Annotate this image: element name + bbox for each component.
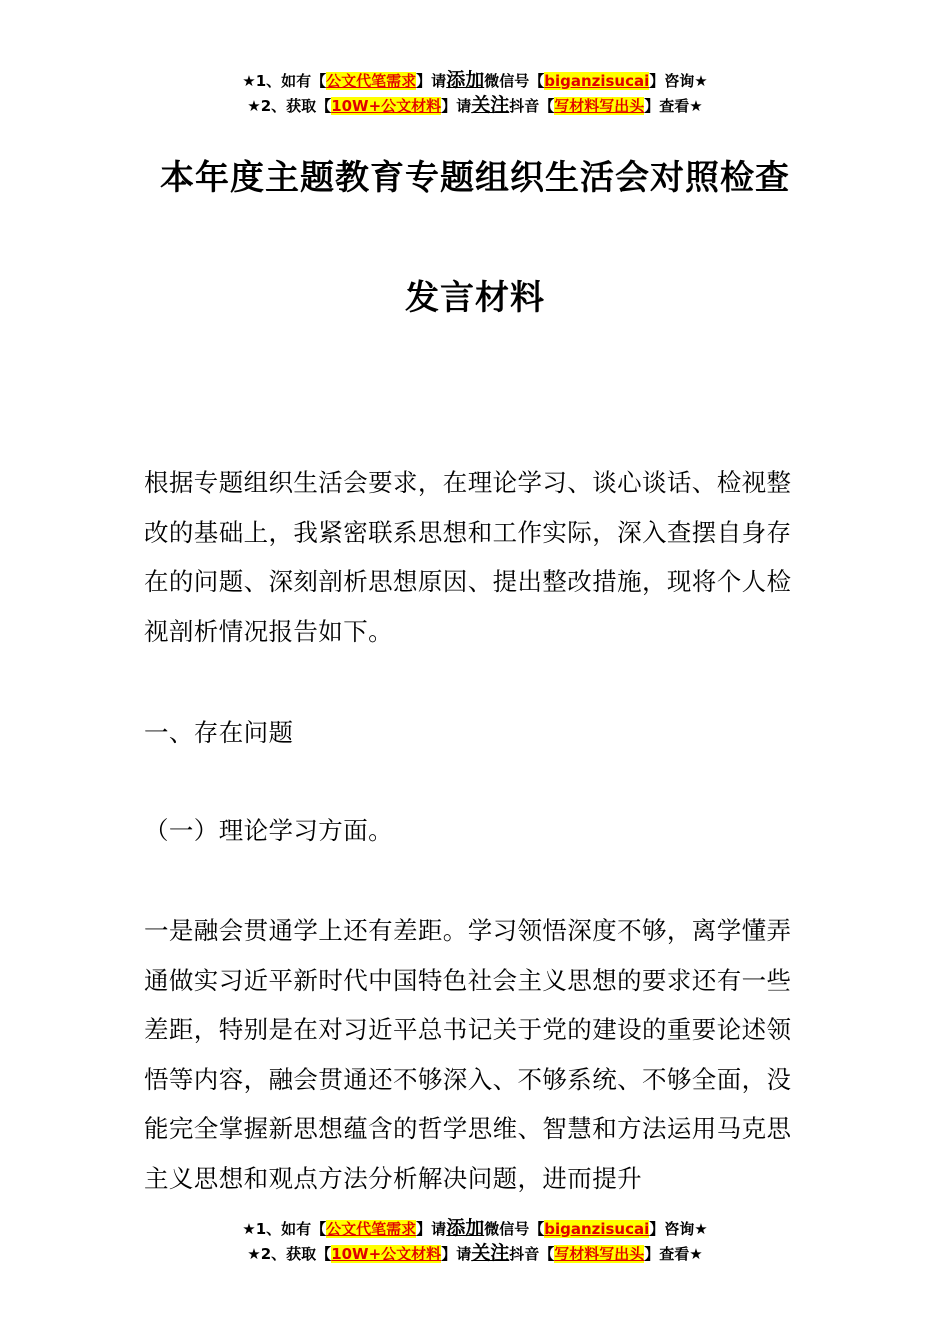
promo-line-2: ★2、获取【10W+公文材料】请关注抖音【写材料写出头】查看★ bbox=[247, 1242, 703, 1264]
promo-highlight-materials: 10W+公文材料 bbox=[331, 97, 442, 115]
intro-paragraph: 根据专题组织生活会要求，在理论学习、谈心谈话、检视整改的基础上，我紧密联系思想和工作实际，深入查摆自身存在的问题、深刻剖析思想原因、提出整改措施，现将个人检视剖析情况报告如下。 bbox=[144, 468, 792, 646]
section-heading: 一、存在问题 bbox=[144, 718, 294, 747]
document-title: 本年度主题教育专题组织生活会对照检查 bbox=[160, 158, 790, 198]
promo-highlight-wechat: biganzisucai bbox=[544, 72, 650, 90]
footer-promo-banner bbox=[0, 1216, 950, 1266]
promo-emphasis: 关注 bbox=[471, 1242, 510, 1264]
promo-highlight-douyin: 写材料写出头 bbox=[554, 1245, 645, 1263]
promo-highlight-materials: 10W+公文材料 bbox=[331, 1245, 442, 1263]
promo-emphasis: 添加 bbox=[446, 1217, 485, 1239]
promo-highlight-wechat: biganzisucai bbox=[544, 1220, 650, 1238]
header-promo-banner bbox=[0, 68, 950, 118]
promo-highlight-service: 公文代笔需求 bbox=[326, 72, 417, 90]
body-paragraph: 一是融会贯通学上还有差距。学习领悟深度不够，离学懂弄通做实习近平新时代中国特色社会主义思想的要求还有一些差距，特别是在对习近平总书记关于党的建设的重要论述领悟等内容，融会贯通还不够深入、不够系统、不够全面，没能完全掌握新思想蕴含的哲学思维、智慧和方法运用马克思主义思想和观点方法分析解决问题，进而提升 bbox=[144, 916, 792, 1193]
promo-emphasis: 关注 bbox=[471, 94, 510, 116]
promo-line-2: ★2、获取【10W+公文材料】请关注抖音【写材料写出头】查看★ bbox=[247, 94, 703, 116]
promo-line-1: ★1、如有【公文代笔需求】请添加微信号【biganzisucai】咨询★ bbox=[242, 1217, 708, 1239]
promo-emphasis: 添加 bbox=[446, 69, 485, 91]
subsection-heading: （一）理论学习方面。 bbox=[144, 816, 393, 845]
promo-highlight-douyin: 写材料写出头 bbox=[554, 97, 645, 115]
promo-highlight-service: 公文代笔需求 bbox=[326, 1220, 417, 1238]
document-title-continued: 发言材料 bbox=[405, 278, 545, 318]
promo-line-1: ★1、如有【公文代笔需求】请添加微信号【biganzisucai】咨询★ bbox=[242, 69, 708, 91]
